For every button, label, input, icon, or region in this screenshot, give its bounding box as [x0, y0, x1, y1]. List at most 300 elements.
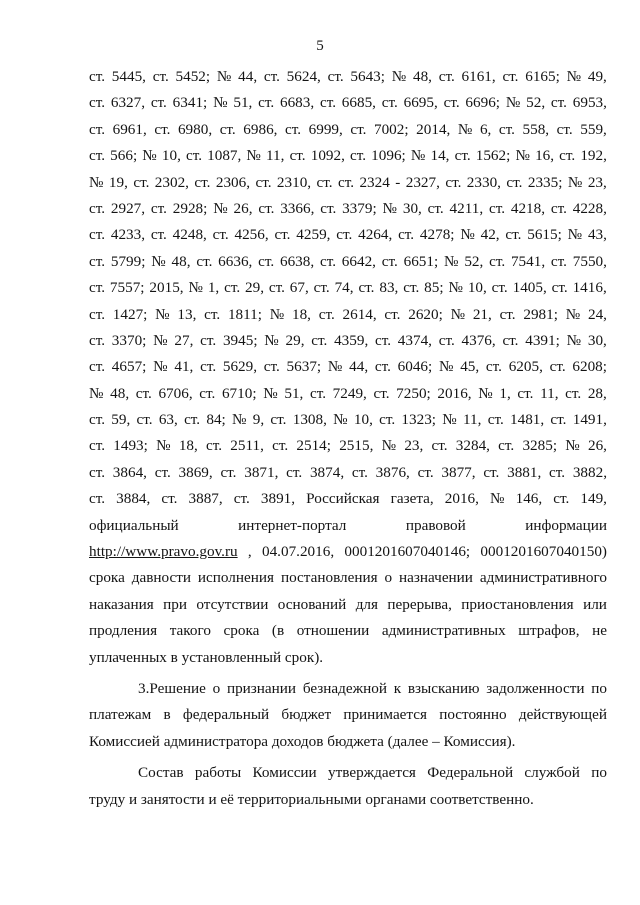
text-word: ст. — [550, 94, 567, 112]
text-word: взысканию — [407, 679, 480, 697]
text-word: 4264, — [358, 226, 393, 244]
text-word: 3874, — [309, 463, 345, 481]
text-word: (в — [271, 622, 285, 640]
text-word: 1427; — [112, 305, 148, 323]
text-word: ст. — [398, 226, 415, 244]
text-line — [89, 302, 607, 328]
text-word: 7250; — [396, 384, 431, 402]
text-word: 3891, — [260, 490, 296, 508]
text-word: № — [246, 147, 261, 165]
text-word: № — [151, 252, 166, 270]
text-word: № — [232, 411, 247, 429]
text-word: ст. — [311, 331, 328, 349]
text-word: 2511, — [230, 437, 264, 455]
text-word: 41, — [174, 358, 194, 376]
text-word: № — [444, 252, 459, 270]
text-word: 6696; — [465, 94, 501, 112]
text-word: 45, — [460, 358, 480, 376]
text-word: 14, — [430, 147, 450, 165]
text-word: безнадежной — [302, 679, 387, 697]
text-word: ст. — [550, 411, 567, 429]
text-word: 30, — [402, 199, 422, 217]
text-word: ст. — [150, 199, 167, 217]
text-word: наказания — [89, 595, 154, 613]
text-word: № — [448, 279, 463, 297]
text-word: 1562; — [475, 147, 511, 165]
text-word: о — [212, 679, 221, 697]
text-word: ст. — [443, 94, 460, 112]
text-word: ст. — [204, 305, 221, 323]
text-word: ст. — [438, 331, 455, 349]
text-word: приостановления — [461, 595, 574, 613]
text-word: ст. — [199, 384, 216, 402]
text-word: ст. — [502, 68, 519, 85]
text-word: , — [247, 543, 252, 561]
text-word: 3864, — [112, 463, 147, 481]
text-word: 149, — [580, 490, 607, 508]
text-word: ст. — [258, 199, 275, 217]
text-word: 6, — [479, 120, 492, 138]
text-word: 3370; — [111, 331, 147, 349]
text-word: 3881, — [507, 463, 542, 481]
text-word: 11, — [266, 147, 285, 165]
text-word: 6205, — [508, 358, 543, 376]
document-body — [89, 64, 607, 813]
text-word: ст. — [373, 384, 390, 402]
text-word: оснований — [277, 595, 347, 613]
text-word: № — [565, 437, 580, 455]
text-word: ст. — [454, 147, 471, 165]
text-word: 2324 — [359, 173, 390, 191]
text-word: ст. — [224, 279, 241, 297]
text-word: по — [591, 764, 607, 782]
text-word: при — [163, 595, 187, 613]
text-word: 6208; — [572, 358, 607, 376]
text-word: о — [384, 569, 393, 587]
text-word: 6636, — [218, 252, 253, 270]
text-word: 85; — [424, 279, 444, 297]
text-word: службой — [524, 764, 580, 782]
text-word: продления — [89, 622, 158, 640]
text-word: 6695, — [403, 94, 438, 112]
text-word: 5452; — [175, 68, 211, 85]
text-word: 1416, — [572, 279, 607, 297]
text-word: 51, — [233, 94, 253, 112]
text-word: ст. — [417, 463, 434, 481]
text-word: 3871, — [244, 463, 279, 481]
text-word: к — [393, 679, 402, 697]
text-word: 2015, — [149, 279, 184, 297]
text-word: ст. — [319, 252, 336, 270]
text-word: 5445, — [111, 68, 146, 85]
text-word: ст. — [319, 94, 336, 112]
text-word: ст. — [89, 358, 106, 376]
text-word: ст. — [200, 331, 217, 349]
text-word: 2306, — [215, 173, 251, 191]
text-word: № — [460, 226, 475, 244]
text-line — [89, 676, 607, 702]
text-word: 6999, — [308, 120, 343, 138]
text-word: ст. — [200, 358, 217, 376]
text-word: ст. — [150, 226, 167, 244]
text-word: по — [591, 679, 607, 697]
text-word: ст. — [154, 120, 171, 138]
text-word: ст. — [488, 199, 506, 217]
text-word: работы — [194, 764, 242, 782]
text-word: № — [153, 358, 168, 376]
text-word: 10, — [161, 147, 181, 165]
text-word: ст. — [263, 358, 280, 376]
text-word: ст. — [549, 463, 566, 481]
text-word: 1491, — [572, 411, 607, 429]
text-word: 29, — [245, 279, 264, 297]
text-word: 10, — [467, 279, 487, 297]
text-word: ст. — [89, 437, 106, 455]
text-word: № — [442, 411, 457, 429]
text-word: 2927, — [110, 199, 146, 217]
text-word: № — [565, 305, 581, 323]
text-word: 0001201607040146; — [344, 543, 471, 561]
text-run: Комиссией администратора доходов бюджета (далее – Комиссия). — [89, 732, 516, 750]
text-word: № — [478, 384, 493, 402]
text-word: административного — [479, 569, 607, 587]
text-word: давности — [131, 569, 191, 587]
text-word: 4233, — [110, 226, 146, 244]
text-word: 558, — [522, 120, 550, 138]
text-word: штрафов, — [518, 622, 580, 640]
text-word: ст. — [152, 68, 169, 85]
text-line — [89, 143, 607, 169]
text-word: ст. — [89, 147, 106, 165]
text-word: ст. — [551, 279, 568, 297]
text-word: задолженности — [486, 679, 585, 697]
text-word: ст. — [194, 173, 211, 191]
text-word: 559, — [580, 120, 607, 138]
text-word: ст. — [336, 226, 353, 244]
text-word: ст. — [270, 411, 287, 429]
text-word: 30, — [587, 331, 607, 349]
text-word: 4391; — [525, 331, 560, 349]
text-word: ст. — [403, 279, 420, 297]
text-word: 3876, — [375, 463, 410, 481]
text-word: 84; — [206, 411, 226, 429]
text-word: 2620; — [408, 305, 443, 323]
text-word: ст. — [233, 490, 250, 508]
text-word: исполнения — [197, 569, 275, 587]
text-word: ст. — [350, 120, 367, 138]
text-word: 2016, — [444, 490, 479, 508]
text-word: ст. — [438, 68, 455, 85]
text-word: такого — [169, 622, 211, 640]
text-line — [89, 433, 607, 459]
text-word: 23, — [587, 173, 607, 191]
text-word: 9, — [252, 411, 265, 429]
text-word: ст. — [379, 411, 396, 429]
text-word: 6953, — [572, 94, 607, 112]
text-word: ст. — [206, 437, 223, 455]
text-word: ст. — [219, 120, 236, 138]
text-word: 63, — [158, 411, 178, 429]
text-word: ст. — [135, 384, 152, 402]
text-word: утверждается — [328, 764, 416, 782]
text-word: 67, — [289, 279, 309, 297]
text-word: ст. — [505, 226, 522, 244]
text-word: 3284, — [455, 437, 490, 455]
text-word: 44, — [238, 68, 258, 85]
text-word: 10, — [353, 411, 373, 429]
text-word: 7541, — [510, 252, 546, 270]
text-word: 83, — [379, 279, 399, 297]
text-word: № — [438, 358, 454, 376]
text-word: № — [505, 94, 521, 112]
text-word: 27, — [174, 331, 194, 349]
text-word: ст. — [320, 199, 337, 217]
text-line — [89, 170, 607, 196]
text-word: 6341; — [172, 94, 208, 112]
text-word: ст. — [350, 147, 367, 165]
text-word: 21, — [472, 305, 492, 323]
text-line — [89, 486, 607, 512]
text-word: ст. — [487, 411, 504, 429]
text-word: № — [333, 411, 348, 429]
text-word: ст. — [268, 279, 285, 297]
text-word: 2327, — [405, 173, 440, 191]
text-word: 1811; — [227, 305, 262, 323]
text-word: 6651; — [403, 252, 439, 270]
text-line — [89, 117, 607, 143]
text-word: ст. — [255, 173, 272, 191]
text-word: 11, — [540, 384, 559, 402]
text-word: ст. — [318, 305, 335, 323]
text-word: № — [213, 94, 228, 112]
text-word: 2302, — [154, 173, 189, 191]
text-word: правовой — [405, 516, 466, 534]
pravo-gov-link[interactable]: http://www.pravo.gov.ru — [89, 543, 238, 561]
text-word: официальный — [89, 516, 179, 534]
text-word: № — [155, 305, 170, 323]
text-word: 1323; — [401, 411, 437, 429]
text-word: № — [188, 279, 203, 297]
text-word: ст. — [499, 305, 516, 323]
text-word: 5615; — [527, 226, 562, 244]
text-word: 5643; — [350, 68, 385, 85]
text-word: 1, — [499, 384, 511, 402]
text-word: для — [355, 595, 378, 613]
text-word: Российская — [306, 490, 380, 508]
text-word: 7557; — [109, 279, 145, 297]
text-word: 4259, — [296, 226, 331, 244]
text-word: 3884, — [116, 490, 151, 508]
text-word: № — [89, 384, 104, 402]
text-word: 1481, — [510, 411, 545, 429]
text-word: ст. — [136, 411, 153, 429]
text-word: 16, — [535, 147, 555, 165]
text-word: 5629, — [222, 358, 258, 376]
text-word: 5637; — [286, 358, 322, 376]
text-word: 7002; — [373, 120, 409, 138]
text-word: 4248, — [172, 226, 207, 244]
text-word: 6710; — [221, 384, 257, 402]
text-word: 2981; — [523, 305, 558, 323]
text-word: 2330, — [466, 173, 501, 191]
text-word: ст. — [351, 463, 368, 481]
text-word: ст. — [506, 173, 523, 191]
text-word: 04.07.2016, — [261, 543, 335, 561]
text-word: или — [583, 595, 607, 613]
text-word: № — [566, 68, 582, 85]
text-word: № — [567, 173, 583, 191]
text-word: - — [395, 173, 401, 191]
text-word: № — [566, 331, 582, 349]
text-word: ст. — [313, 279, 330, 297]
text-word: 44, — [349, 358, 369, 376]
text-word: 1087, — [207, 147, 242, 165]
text-word: 26, — [233, 199, 253, 217]
text-word: 3.Решение — [138, 679, 206, 697]
text-word: ст. — [220, 463, 237, 481]
text-word: № — [142, 147, 157, 165]
text-word: ст. — [337, 173, 355, 191]
text-word: бюджет — [281, 706, 332, 724]
text-word: 4211, — [449, 199, 484, 217]
text-word: 6980, — [177, 120, 213, 138]
text-word: ст. — [316, 173, 333, 191]
text-word: ст. — [89, 279, 106, 297]
text-word: 2310, — [276, 173, 312, 191]
text-word: 11, — [463, 411, 482, 429]
text-word: в — [163, 706, 171, 724]
text-word: 3366, — [280, 199, 315, 217]
text-word: ст. — [375, 331, 392, 349]
text-word: 6638, — [279, 252, 315, 270]
text-word: ст. — [89, 94, 106, 112]
text-word: 6961, — [112, 120, 147, 138]
text-word: ст. — [196, 252, 213, 270]
text-line — [89, 760, 607, 786]
text-word: № — [457, 120, 473, 138]
text-word: ст. — [272, 437, 289, 455]
text-word: назначении — [399, 569, 473, 587]
text-word: ст. — [489, 252, 506, 270]
text-word: № — [382, 199, 398, 217]
text-word: 48, — [412, 68, 432, 85]
text-word: № — [269, 305, 285, 323]
text-word: Комиссии — [252, 764, 317, 782]
text-word: ст. — [553, 490, 570, 508]
text-word: 3945; — [222, 331, 258, 349]
text-word: № — [327, 358, 343, 376]
text-word: 3882, — [572, 463, 607, 481]
text-word: отсутствии — [196, 595, 269, 613]
text-word: 42, — [480, 226, 500, 244]
text-word: 3869, — [178, 463, 213, 481]
text-word: принимается — [343, 706, 427, 724]
text-word: 4374, — [397, 331, 432, 349]
text-word: 49, — [587, 68, 607, 85]
text-word: 146, — [515, 490, 543, 508]
text-word: ст. — [550, 199, 567, 217]
text-word: срока — [89, 569, 125, 587]
text-word: 74, — [334, 279, 354, 297]
text-word: 4359, — [334, 331, 369, 349]
text-word: ст. — [286, 463, 303, 481]
text-word: ст. — [559, 147, 576, 165]
text-word: 6683, — [279, 94, 315, 112]
text-word: газета, — [390, 490, 434, 508]
text-word: 24, — [587, 305, 607, 323]
text-word: № — [89, 173, 104, 191]
text-word: ст. — [212, 226, 229, 244]
text-word: 43, — [587, 226, 607, 244]
text-word: ст. — [485, 358, 502, 376]
text-word: платежам — [89, 706, 152, 724]
text-word: 4657; — [111, 358, 147, 376]
text-word: постановления — [280, 569, 378, 587]
text-word: 26, — [587, 437, 607, 455]
text-word: 1493; — [113, 437, 148, 455]
text-word: административных — [381, 622, 506, 640]
text-word: ст. — [381, 252, 398, 270]
text-word: ст. — [263, 68, 280, 85]
text-word: ст. — [289, 147, 306, 165]
text-word: ст. — [185, 147, 203, 165]
text-word: 3877, — [441, 463, 476, 481]
text-line — [89, 354, 607, 380]
text-word: Состав — [138, 764, 184, 782]
text-word: 6685, — [341, 94, 376, 112]
text-line — [89, 702, 607, 728]
text-word: № — [213, 199, 228, 217]
text-line — [89, 275, 607, 301]
text-line — [89, 729, 607, 755]
text-word: 6165; — [525, 68, 560, 85]
text-word: 48, — [110, 384, 130, 402]
text-word: № — [216, 68, 232, 85]
text-word: № — [490, 490, 505, 508]
text-word: 19, — [108, 173, 128, 191]
text-word: 6327, — [110, 94, 146, 112]
text-line — [89, 513, 607, 539]
text-word: ст. — [258, 252, 275, 270]
text-line — [89, 539, 607, 565]
text-line — [89, 618, 607, 644]
text-word: 1096; — [371, 147, 406, 165]
text-word: ст. — [498, 437, 515, 455]
text-word: признании — [226, 679, 297, 697]
text-word: действующей — [518, 706, 607, 724]
text-line — [89, 645, 607, 671]
text-word: 192, — [580, 147, 607, 165]
text-word: ст. — [285, 120, 302, 138]
text-line — [89, 222, 607, 248]
text-line — [89, 64, 607, 90]
text-word: ст. — [427, 199, 444, 217]
text-word: № — [391, 68, 407, 85]
text-word: ст. — [565, 384, 582, 402]
text-word: ст. — [89, 252, 106, 270]
text-word: ст. — [89, 411, 106, 429]
text-word: 52, — [464, 252, 484, 270]
text-word: ст. — [491, 279, 508, 297]
text-word: ст. — [89, 490, 106, 508]
text-word: ст. — [498, 120, 515, 138]
text-word: ст. — [274, 226, 291, 244]
text-word: 18, — [291, 305, 311, 323]
text-word: ст. — [154, 463, 171, 481]
text-line — [89, 196, 607, 222]
text-word: 59, — [111, 411, 131, 429]
text-line — [89, 460, 607, 486]
